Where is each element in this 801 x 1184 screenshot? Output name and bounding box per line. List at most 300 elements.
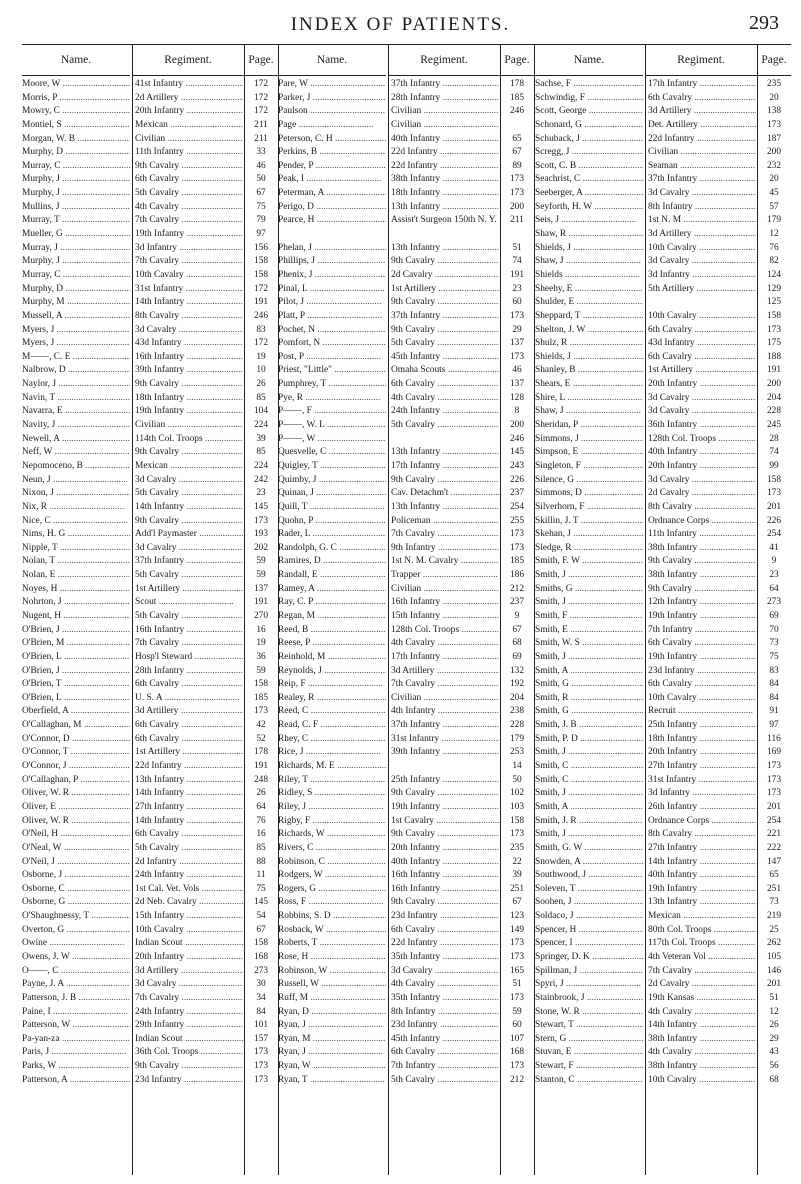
page-reference: 104 <box>253 406 269 417</box>
patient-name: Noyes, H ..... <box>22 583 130 597</box>
patient-name: Smiths, G ..... <box>535 583 643 597</box>
patient-name: Simpson, E ..... <box>535 446 643 460</box>
regiment: 22d Infantry ..... <box>391 146 499 160</box>
patient-name: Stuvan, E ..... <box>535 1046 643 1060</box>
page-reference: 52 <box>256 733 266 744</box>
regiment: 39th Infantry ..... <box>135 364 243 378</box>
regiment-column-header: Regiment. <box>388 45 500 76</box>
patient-name: Rivers, C ..... <box>278 842 386 856</box>
patient-name: Shaw, J ..... <box>535 405 643 419</box>
patient-name: Scott, George ..... <box>535 105 643 119</box>
regiment: 22d Infantry ..... <box>135 760 243 774</box>
patient-name: Navin, T ..... <box>22 392 130 406</box>
page-reference: 59 <box>256 556 266 567</box>
patient-name: O'Callaghan, M ..... <box>22 719 130 733</box>
page-reference: 149 <box>509 924 525 935</box>
patient-name: Oberfield, A ..... <box>22 705 130 719</box>
regiment: 3d Infantry ..... <box>648 787 756 801</box>
page-reference: 26 <box>769 1020 779 1031</box>
patient-name: Perkins, B ..... <box>278 146 386 160</box>
page-reference: 79 <box>256 215 266 226</box>
regiment: 19th Infantry ..... <box>648 883 756 897</box>
regiment: 36th Col. Troops ..... <box>135 1046 243 1060</box>
regiment: 35th Infantry ..... <box>391 951 499 965</box>
patient-name: Ramires, D ..... <box>278 555 386 569</box>
patient-name: Osborne, J ..... <box>22 869 130 883</box>
patient-name: Shields ..... <box>535 269 643 283</box>
page-reference: 226 <box>509 474 525 485</box>
regiment: 9th Cavalry ..... <box>135 160 243 174</box>
regiment: 23d Infantry ..... <box>391 1019 499 1033</box>
page-reference: 20 <box>769 92 779 103</box>
patient-name: O'Connor, T ..... <box>22 746 130 760</box>
regiment: 13th Infantry ..... <box>391 501 499 515</box>
regiment: 20th Infantry ..... <box>648 460 756 474</box>
regiment: 6th Cavalry ..... <box>648 637 756 651</box>
regiment: 4th Cavalry ..... <box>648 1046 756 1060</box>
regiment: 1st N. M ..... <box>648 214 756 228</box>
patient-name: Osborne, C ..... <box>22 883 130 897</box>
patient-name: Smith, J. B ..... <box>535 719 643 733</box>
patient-name: Nix, R ..... <box>22 501 130 515</box>
patient-name: Post, P ..... <box>278 351 386 365</box>
patient-name: Perigo, D ..... <box>278 201 386 215</box>
page-reference: 50 <box>512 774 522 785</box>
patient-name: Murray, J ..... <box>22 242 130 256</box>
patient-name: Spencer, H ..... <box>535 924 643 938</box>
patient-name: Riley, J ..... <box>278 801 386 815</box>
regiment: 43d Infantry ..... <box>135 337 243 351</box>
regiment: 14th Infantry ..... <box>135 296 243 310</box>
patient-name: P——, W. L ..... <box>278 419 386 433</box>
regiment: 14th Infantry ..... <box>648 1019 756 1033</box>
page-reference: 191 <box>253 297 269 308</box>
page-reference: 76 <box>256 815 266 826</box>
regiment: 3d Infantry ..... <box>648 269 756 283</box>
regiment: 23d Infantry ..... <box>648 665 756 679</box>
page-reference: 69 <box>769 610 779 621</box>
regiment: 23d Infantry ..... <box>391 910 499 924</box>
page-reference: 97 <box>256 229 266 240</box>
page-reference: 158 <box>766 474 782 485</box>
patient-name: Robbins, S. D ..... <box>278 910 386 924</box>
page-reference: 67 <box>512 147 522 158</box>
regiment: 29th Infantry ..... <box>135 1019 243 1033</box>
regiment: 45th Infantry ..... <box>391 1033 499 1047</box>
patient-name: Ross, F ..... <box>278 896 386 910</box>
patient-name: Soldaco, J ..... <box>535 910 643 924</box>
page-reference: 158 <box>253 256 269 267</box>
page-reference: 246 <box>509 433 525 444</box>
regiment: 11th Infantry ..... <box>135 146 243 160</box>
page-reference: 85 <box>256 447 266 458</box>
regiment: 38th Infantry ..... <box>648 569 756 583</box>
patient-name: Ryan, D ..... <box>278 1006 386 1020</box>
patient-name: M——, C. E ..... <box>22 351 130 365</box>
page-reference: 191 <box>253 761 269 772</box>
patient-name: O'Neal, W ..... <box>22 842 130 856</box>
regiment: 26th Infantry ..... <box>648 801 756 815</box>
page-reference: 168 <box>253 952 269 962</box>
regiment: 16th Infantry ..... <box>135 624 243 638</box>
page-reference: 145 <box>253 897 269 908</box>
patient-name: Springer, D. K ..... <box>535 951 643 965</box>
regiment: 4th Cavalry ..... <box>391 978 499 992</box>
patient-name: Scregg, J ..... <box>535 146 643 160</box>
patient-name: P——, W ..... <box>278 433 386 447</box>
page-reference: 173 <box>509 938 525 949</box>
page-reference: 200 <box>509 420 525 431</box>
patient-name: Smith, F. W ..... <box>535 555 643 569</box>
regiment: 6th Cavalry ..... <box>135 719 243 733</box>
patient-name: Parks, W ..... <box>22 1060 130 1074</box>
regiment: 14th Infantry ..... <box>135 787 243 801</box>
regiment: 37th Infantry ..... <box>648 173 756 187</box>
page-reference: 34 <box>256 992 266 1003</box>
patient-name: Smith, J. R ..... <box>535 815 643 829</box>
patient-name: Paulson ..... <box>278 105 386 119</box>
patient-name: Nugent, H ..... <box>22 610 130 624</box>
regiment: 16th Infantry ..... <box>135 351 243 365</box>
page-reference: 99 <box>769 460 779 471</box>
page-reference: 145 <box>509 447 525 458</box>
page-reference: 64 <box>769 583 779 594</box>
page-reference: 101 <box>253 1020 269 1031</box>
page-reference: 158 <box>253 269 269 280</box>
regiment: 31st Infantry ..... <box>135 283 243 297</box>
patient-name: Richards, W ..... <box>278 828 386 842</box>
patient-name: Shulder, E ..... <box>535 296 643 310</box>
patient-name: Rigby, F ..... <box>278 815 386 829</box>
regiment: Civilian ..... <box>391 583 499 597</box>
patient-name: Peak, I ..... <box>278 173 386 187</box>
regiment: 3d Artillery ..... <box>391 665 499 679</box>
regiment: 19th Infantry ..... <box>135 405 243 419</box>
patient-name: Patterson, A ..... <box>22 1074 130 1088</box>
regiment: 1st Artillery ..... <box>135 583 243 597</box>
patient-name: Spyri, J ..... <box>535 978 643 992</box>
patient-name: Robinson, W ..... <box>278 965 386 979</box>
regiment: 6th Cavalry ..... <box>648 678 756 692</box>
regiment: 37th Infantry ..... <box>391 310 499 324</box>
patient-name: Reip, F ..... <box>278 678 386 692</box>
regiment: Policeman ..... <box>391 515 499 529</box>
page-reference: 192 <box>509 679 525 690</box>
regiment: 19th Infantry ..... <box>648 610 756 624</box>
patient-name: Neff, W ..... <box>22 446 130 460</box>
patient-name: Murphy, J ..... <box>22 187 130 201</box>
regiment: Civilian ..... <box>135 419 243 433</box>
regiment: 18th Infantry ..... <box>391 187 499 201</box>
page-reference: 179 <box>766 215 782 226</box>
page-reference: 246 <box>509 106 525 117</box>
regiment: 12th Infantry ..... <box>648 596 756 610</box>
page-reference: 23 <box>769 570 779 581</box>
page-reference: 129 <box>766 283 782 294</box>
patient-name: Oliver, W. R ..... <box>22 787 130 801</box>
regiment: 19th Infantry ..... <box>648 651 756 665</box>
regiment: 19th Kansas ..... <box>648 992 756 1006</box>
patient-name: Myers, J ..... <box>22 337 130 351</box>
patient-name: O'Brien, T ..... <box>22 678 130 692</box>
regiment: Cav. Detachm't ..... <box>391 487 499 501</box>
column-divider <box>388 45 389 1175</box>
regiment: 11th Infantry ..... <box>648 528 756 542</box>
page-reference: 187 <box>766 133 782 144</box>
patient-name: Payne, J. A ..... <box>22 978 130 992</box>
patient-name: Quohn, P ..... <box>278 515 386 529</box>
page-reference: 22 <box>512 856 522 867</box>
patient-name: Page ..... <box>278 119 386 133</box>
patient-name: Shanley, B ..... <box>535 364 643 378</box>
patient-name: Nohrton, J ..... <box>22 596 130 610</box>
patient-name: Pa-yan-za ..... <box>22 1033 130 1047</box>
patient-name: Smith, E ..... <box>535 624 643 638</box>
patient-name: Smith, J ..... <box>535 651 643 665</box>
patient-name: Ray, C. P ..... <box>278 596 386 610</box>
regiment: 20th Infantry ..... <box>391 842 499 856</box>
page-reference: 75 <box>256 201 266 212</box>
patient-name: Shears, E ..... <box>535 378 643 392</box>
regiment: 45th Infantry ..... <box>391 351 499 365</box>
page-reference: 12 <box>769 1006 779 1017</box>
patient-name: Quigley, T ..... <box>278 460 386 474</box>
regiment: 4th Cavalry ..... <box>648 1006 756 1020</box>
patient-name: Smith, J ..... <box>535 746 643 760</box>
patient-name: Nims, H. G ..... <box>22 528 130 542</box>
page-reference: 26 <box>256 788 266 799</box>
page-reference: 262 <box>766 938 782 949</box>
patient-name: O'Connor, D ..... <box>22 733 130 747</box>
page-reference: 173 <box>253 1061 269 1072</box>
regiment: 13th Infantry ..... <box>391 446 499 460</box>
regiment: 10th Cavalry ..... <box>648 1074 756 1088</box>
regiment: 5th Cavalry ..... <box>135 610 243 624</box>
page-reference: 8 <box>514 406 520 417</box>
patient-name: Skehan, J ..... <box>535 528 643 542</box>
regiment: 16th Infantry ..... <box>391 883 499 897</box>
regiment: 4th Cavalry ..... <box>391 637 499 651</box>
page-reference: 224 <box>253 460 269 471</box>
patient-name: Murphy, D ..... <box>22 146 130 160</box>
regiment: Hosp'l Steward ..... <box>135 651 243 665</box>
patient-name: Rice, J ..... <box>278 746 386 760</box>
regiment: 9th Cavalry ..... <box>391 896 499 910</box>
page-reference: 9 <box>771 556 777 567</box>
patient-name: Quimby, J ..... <box>278 474 386 488</box>
patient-name: Montiel, S ..... <box>22 119 130 133</box>
page-reference: 33 <box>256 147 266 158</box>
regiment: 20th Infantry ..... <box>135 105 243 119</box>
patient-name: Pilot, J ..... <box>278 296 386 310</box>
page-reference: 60 <box>512 297 522 308</box>
page-reference: 74 <box>769 447 779 458</box>
page-reference: 202 <box>253 542 269 553</box>
regiment: 9th Cavalry ..... <box>135 1060 243 1074</box>
page-reference: 173 <box>509 351 525 362</box>
page-reference: 42 <box>256 720 266 731</box>
regiment: U. S. A ..... <box>135 692 243 706</box>
patient-name: Schonard, G ..... <box>535 119 643 133</box>
regiment: 9th Cavalry ..... <box>391 828 499 842</box>
patient-name: Nipple, T ..... <box>22 542 130 556</box>
page-reference: 59 <box>256 570 266 581</box>
page-reference: 46 <box>512 365 522 376</box>
page-reference: 246 <box>253 310 269 321</box>
patient-name: Owine ..... <box>22 937 130 951</box>
page-reference: 245 <box>766 420 782 431</box>
patient-name: Ramey, A ..... <box>278 583 386 597</box>
page-reference: 69 <box>512 651 522 662</box>
page-reference: 173 <box>766 324 782 335</box>
regiment: 3d Cavalry ..... <box>135 324 243 338</box>
patient-name: O'Brien, J ..... <box>22 624 130 638</box>
regiment: 7th Cavalry ..... <box>648 965 756 979</box>
regiment: 1st Cal. Vet. Vols ..... <box>135 883 243 897</box>
patient-name: Smith, G ..... <box>535 678 643 692</box>
regiment: Mexican ..... <box>648 910 756 924</box>
page-reference: 212 <box>509 1074 525 1085</box>
page-column-header: Page. <box>757 45 791 76</box>
page-reference: 75 <box>769 651 779 662</box>
patient-name: Nixon, J ..... <box>22 487 130 501</box>
page-reference: 173 <box>766 774 782 785</box>
patient-name: Seeberger, A ..... <box>535 187 643 201</box>
patient-name: P——, F ..... <box>278 405 386 419</box>
patient-name: Pochet, N ..... <box>278 324 386 338</box>
regiment: Indian Scout ..... <box>135 937 243 951</box>
regiment: 17th Infantry ..... <box>648 78 756 92</box>
regiment: 17th Infantry ..... <box>391 460 499 474</box>
page-reference: 85 <box>256 392 266 403</box>
page-reference: 165 <box>509 965 525 976</box>
patient-name: Shelton, J. W ..... <box>535 324 643 338</box>
patient-name: Scott, C. B ..... <box>535 160 643 174</box>
page-reference: 173 <box>509 952 525 962</box>
patient-name: Platt, P ..... <box>278 310 386 324</box>
page-reference: 273 <box>253 965 269 976</box>
page-reference: 67 <box>256 188 266 199</box>
page-reference: 168 <box>509 1047 525 1058</box>
regiment: 3d Cavalry ..... <box>135 474 243 488</box>
patient-name: O'Brien, L ..... <box>22 692 130 706</box>
patient-name: Nolan, E ..... <box>22 569 130 583</box>
page-reference: 173 <box>509 188 525 199</box>
patient-name: Myers, J ..... <box>22 324 130 338</box>
regiment: 23d Infantry ..... <box>135 1074 243 1088</box>
regiment: 16th Infantry ..... <box>391 596 499 610</box>
regiment: 7th Cavalry ..... <box>391 678 499 692</box>
regiment: 6th Cavalry ..... <box>135 173 243 187</box>
page-reference: 173 <box>253 1047 269 1058</box>
page-reference: 97 <box>769 720 779 731</box>
page-reference: 191 <box>253 597 269 608</box>
regiment: 8th Cavalry ..... <box>135 310 243 324</box>
page-reference: 46 <box>256 160 266 171</box>
patient-name: Smith, J ..... <box>535 596 643 610</box>
page-reference: 156 <box>253 242 269 253</box>
regiment: 2d Neb. Cavalry ..... <box>135 896 243 910</box>
page-reference: 29 <box>769 1033 779 1044</box>
regiment: 18th Infantry ..... <box>648 733 756 747</box>
patient-name: Ridley, S ..... <box>278 787 386 801</box>
regiment: 6th Cavalry ..... <box>135 733 243 747</box>
patient-name: Spillman, J ..... <box>535 965 643 979</box>
patient-name: Stone, W. R ..... <box>535 1006 643 1020</box>
patient-name: Smith, C ..... <box>535 760 643 774</box>
patient-name: Ruff, M ..... <box>278 992 386 1006</box>
regiment: Civilian ..... <box>648 146 756 160</box>
page-reference: 191 <box>509 269 525 280</box>
page-reference: 19 <box>256 638 266 649</box>
page-reference: 158 <box>253 679 269 690</box>
regiment: 2d Infantry ..... <box>135 856 243 870</box>
page-reference: 28 <box>769 433 779 444</box>
patient-name: O'Shaughnessy, T ..... <box>22 910 130 924</box>
regiment: Ordnance Corps ..... <box>648 515 756 529</box>
page-header <box>0 0 801 46</box>
patient-name: Spencer, I ..... <box>535 937 643 951</box>
patient-name: Mullins, J ..... <box>22 201 130 215</box>
page-reference: 251 <box>509 883 525 894</box>
page-reference: 10 <box>256 365 266 376</box>
patient-name: Phelan, J ..... <box>278 242 386 256</box>
regiment: 13th Infantry ..... <box>135 774 243 788</box>
regiment: Recruit ..... <box>648 705 756 719</box>
column-divider <box>132 45 133 1175</box>
regiment: 39th Infantry ..... <box>391 746 499 760</box>
regiment: 5th Cavalry ..... <box>391 419 499 433</box>
regiment: 10th Cavalry ..... <box>135 924 243 938</box>
regiment: 8th Cavalry ..... <box>648 501 756 515</box>
page-reference: 212 <box>509 583 525 594</box>
name-column-header: Name. <box>535 45 643 76</box>
patient-name: O'Callaghan, P ..... <box>22 774 130 788</box>
patient-name: Riley, T ..... <box>278 774 386 788</box>
patient-name: Randolph, G. C ..... <box>278 542 386 556</box>
regiment: 4th Infantry ..... <box>391 705 499 719</box>
page-reference: 76 <box>769 242 779 253</box>
regiment: 6th Cavalry ..... <box>648 324 756 338</box>
page-reference: 102 <box>509 788 525 799</box>
patient-name: Rader, L ..... <box>278 528 386 542</box>
regiment: Mexican ..... <box>135 119 243 133</box>
patient-name: Smith, R ..... <box>535 692 643 706</box>
patient-name: Reed, B ..... <box>278 624 386 638</box>
page-reference: 211 <box>254 119 268 130</box>
page-reference: 36 <box>256 651 266 662</box>
patient-name: Nepomoceno, B ..... <box>22 460 130 474</box>
page-reference: 178 <box>509 79 525 89</box>
patient-name: Stanton, C ..... <box>535 1074 643 1088</box>
page-column-header: Page. <box>244 45 278 76</box>
name-column-header: Name. <box>22 45 130 76</box>
regiment: 38th Infantry ..... <box>391 173 499 187</box>
page-reference: 228 <box>509 720 525 731</box>
patient-name: Murphy, J ..... <box>22 173 130 187</box>
patient-name: Stainbrook, J ..... <box>535 992 643 1006</box>
patient-name: Smith, J ..... <box>535 569 643 583</box>
page-reference: 173 <box>509 529 525 540</box>
regiment: Det. Artillery ..... <box>648 119 756 133</box>
regiment: 5th Cavalry ..... <box>391 337 499 351</box>
regiment: 18th Infantry ..... <box>135 392 243 406</box>
patient-name: Silverhorn, F ..... <box>535 501 643 515</box>
patient-name: O——, C ..... <box>22 965 130 979</box>
patient-name: Smith, G ..... <box>535 705 643 719</box>
page-reference: 172 <box>253 283 269 294</box>
regiment: 6th Cavalry ..... <box>648 92 756 106</box>
